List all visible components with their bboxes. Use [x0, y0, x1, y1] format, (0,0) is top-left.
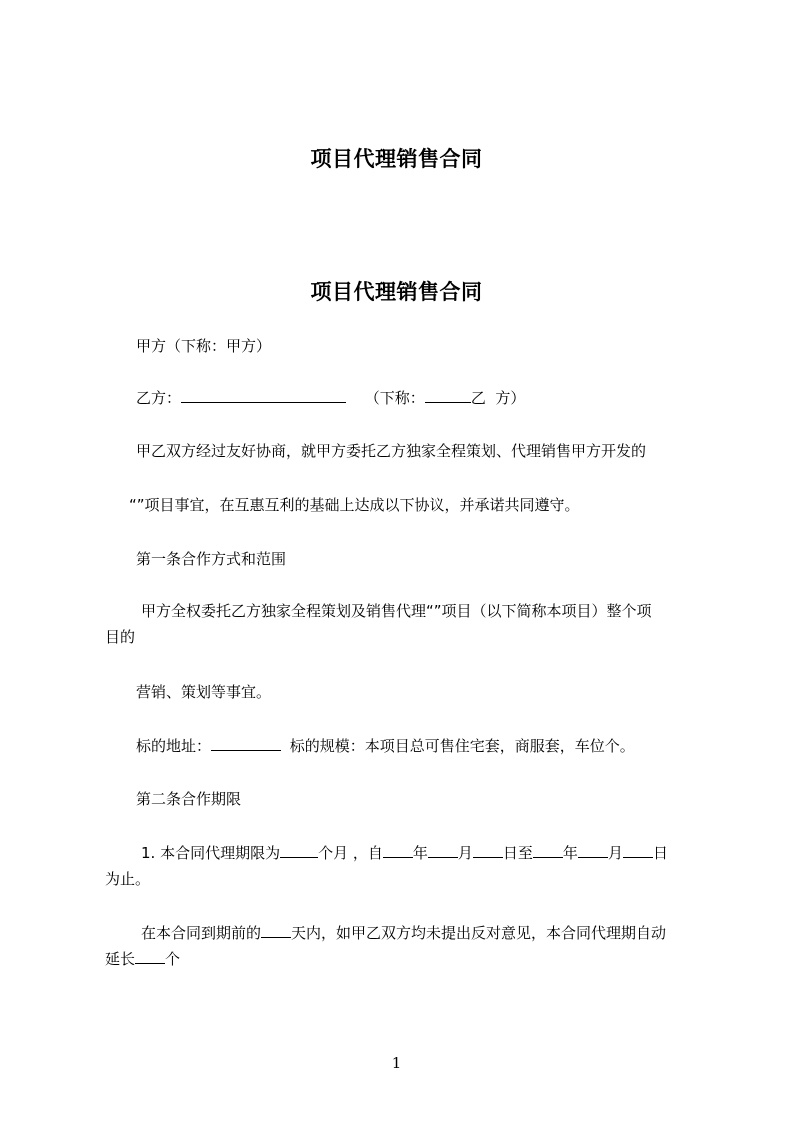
extend-label: 延长: [105, 950, 136, 968]
article-1-p3: [136, 733, 635, 759]
address-blank: [211, 735, 281, 751]
article-2-p1-line1: [141, 840, 668, 866]
end-day-blank: [623, 842, 653, 858]
party-b-suffix: （下称：: [364, 389, 425, 407]
extend-unit: 个: [165, 950, 181, 968]
party-b-end: 乙 方）: [470, 389, 526, 407]
article-1-p1-line2: 目的: [105, 628, 136, 646]
party-a-line: 甲方（下称：甲方）: [136, 337, 272, 355]
start-year-blank: [383, 842, 413, 858]
start-month-blank: [428, 842, 458, 858]
end-month-blank: [578, 842, 608, 858]
renewal-text: 天内，如甲乙双方均未提出反对意见，本合同代理期自动: [291, 924, 667, 942]
article-2-p2-line1: [141, 920, 666, 946]
party-b-line: [136, 385, 525, 411]
scale-label: 标的规模：本项目总可售住宅套，商服套，车位个。: [289, 737, 635, 755]
address-label: 标的地址：: [136, 737, 212, 755]
article-1-p2: 营销、策划等事宜。: [136, 683, 272, 701]
end-day-unit: 日: [652, 844, 668, 862]
page-number: 1: [391, 1054, 402, 1072]
article-2-heading: 第二条合作期限: [136, 790, 242, 808]
party-b-prefix: 乙方：: [136, 389, 182, 407]
party-b-name-blank: [181, 387, 346, 403]
extend-blank: [135, 948, 165, 964]
term-label: 1. 本合同代理期限为: [141, 844, 281, 862]
article-2-p1-line2: 为止。: [105, 870, 151, 888]
start-month-unit: 月: [457, 844, 473, 862]
intro-line-1: 甲乙双方经过友好协商，就甲方委托乙方独家全程策划、代理销售甲方开发的: [136, 442, 647, 460]
end-month-unit: 月: [607, 844, 623, 862]
document-title: 项目代理销售合同: [310, 280, 483, 304]
start-year-unit: 年: [412, 844, 428, 862]
end-year-blank: [533, 842, 563, 858]
start-day-unit: 日至: [502, 844, 533, 862]
months-blank: [280, 842, 318, 858]
header-title: 项目代理销售合同: [310, 147, 483, 171]
party-b-alias-blank: [425, 387, 471, 403]
intro-line-2: “”项目事宜，在互惠互利的基础上达成以下协议，并承诺共同遵守。: [129, 496, 580, 514]
article-2-p2-line2: [105, 946, 180, 972]
renewal-days-blank: [261, 922, 291, 938]
end-year-unit: 年: [562, 844, 578, 862]
renewal-label: 在本合同到期前的: [141, 924, 262, 942]
article-1-heading: 第一条合作方式和范围: [136, 550, 287, 568]
article-1-p1-line1: 甲方全权委托乙方独家全程策划及销售代理“”项目（以下简称本项目）整个项: [141, 602, 652, 620]
months-unit: 个月 ，自: [318, 844, 383, 862]
start-day-blank: [473, 842, 503, 858]
